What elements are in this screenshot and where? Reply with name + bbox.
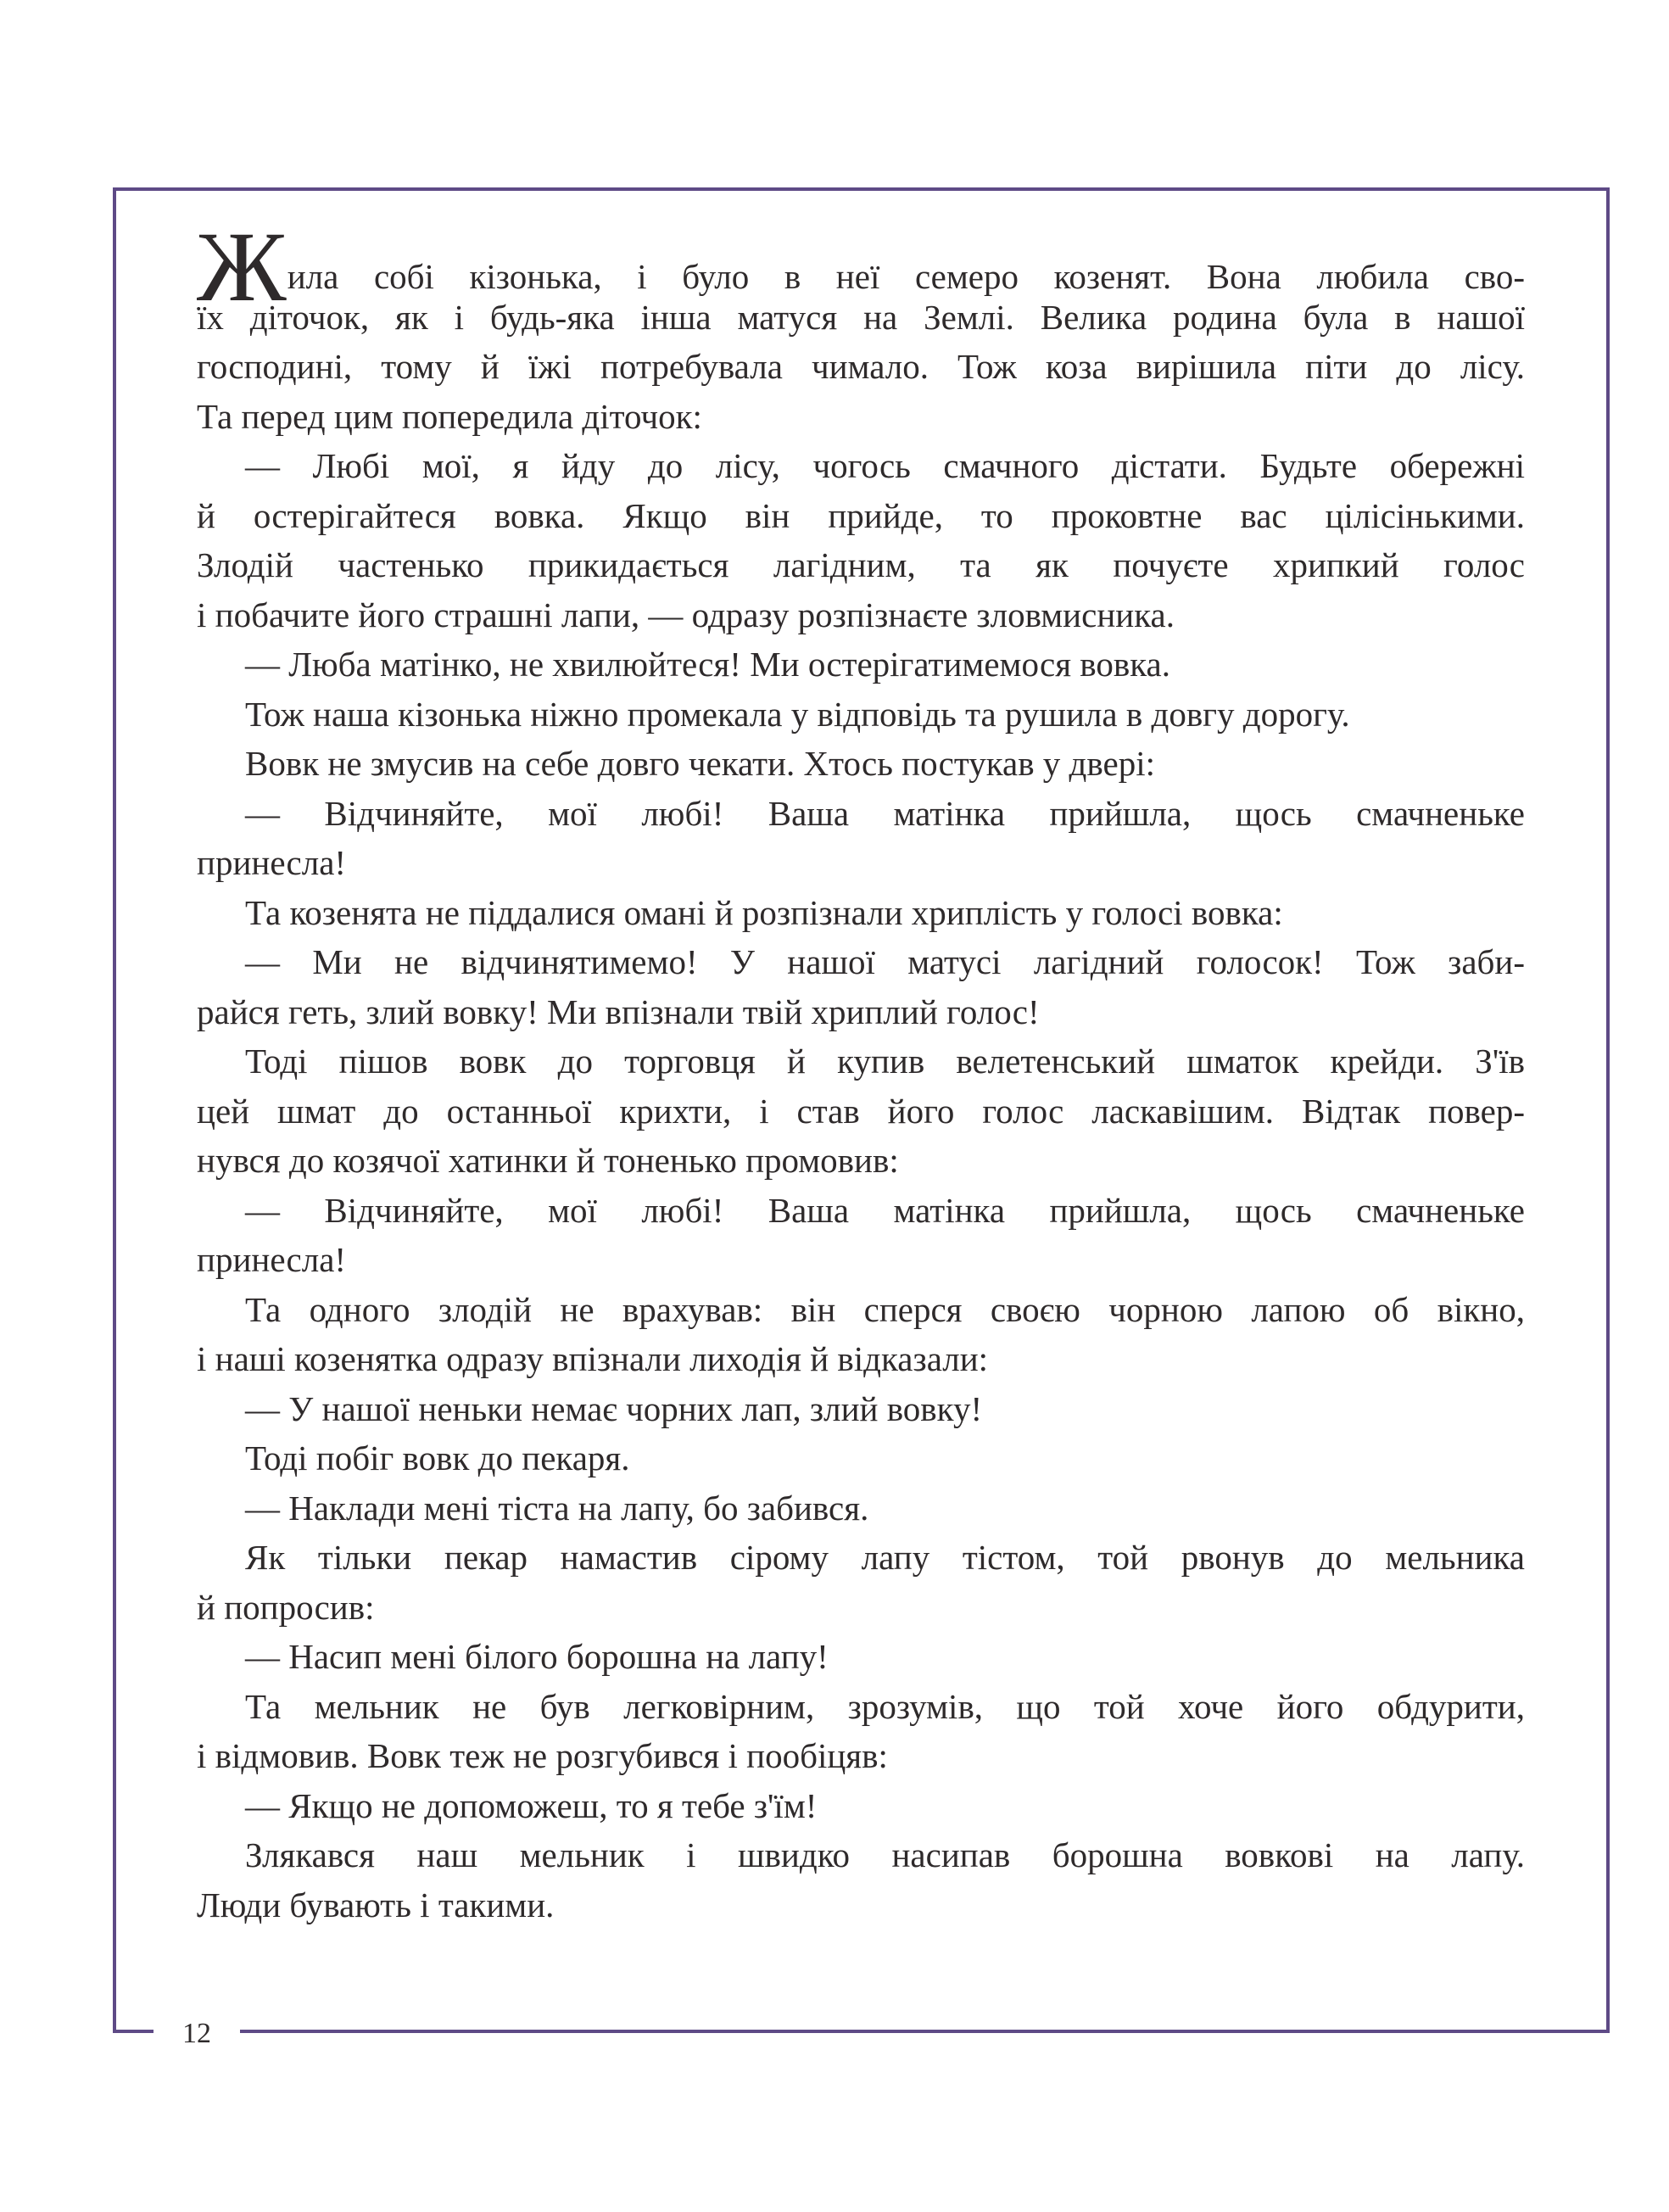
story-line: і наші козенятка одразу впізнали лиходія й відказали: [197, 1339, 989, 1378]
story-line: — Відчиняйте, мої любі! Ваша матінка прийшла, щось смачненьке [245, 793, 1525, 833]
story-line: нувся до козячої хатинки й тоненько промовив: [197, 1141, 899, 1180]
story-text [197, 211, 1525, 1930]
story-line: Тоді пішов вовк до торговця й купив велетенський шматок крейди. З'їв [245, 1042, 1525, 1081]
story-line: Тож наша кізонька ніжно промекала у відповідь та рушила в довгу дорогу. [245, 694, 1350, 734]
story-line: цей шмат до останньої крихти, і став його голос ласкавішим. Відтак повер- [197, 1091, 1525, 1131]
story-line: Люди бувають і такими. [197, 1885, 555, 1924]
story-line: — Наклади мені тіста на лапу, бо забився. [245, 1488, 869, 1528]
story-line: — Любі мої, я йду до лісу, чогось смачного дістати. Будьте обережні [245, 446, 1525, 485]
story-line: — У нашої неньки немає чорних лап, злий вовку! [245, 1388, 983, 1428]
story-line: Тоді побіг вовк до пекаря. [245, 1438, 630, 1477]
page-number: 12 [154, 2010, 240, 2058]
story-line: Та перед цим попередила діточок: [197, 396, 702, 436]
story-line: Як тільки пекар намастив сірому лапу тістом, той рвонув до мельника [245, 1538, 1525, 1577]
story-line: — Ми не відчинятимемо! У нашої матусі лагідний голосок! Тож заби- [245, 942, 1525, 981]
story-line: — Відчиняйте, мої любі! Ваша матінка прийшла, щось смачненьке [245, 1190, 1525, 1230]
story-line: — Насип мені білого борошна на лапу! [245, 1637, 829, 1676]
story-line: — Люба матінко, не хвилюйтеся! Ми остерігатимемося вовка. [245, 645, 1170, 684]
story-line: Злодій частенько прикидається лагідним, та як почуєте хрипкий голос [197, 545, 1525, 584]
story-line: і відмовив. Вовк теж не розгубився і пообіцяв: [197, 1736, 888, 1775]
story-line: Вовк не змусив на себе довго чекати. Хтось постукав у двері: [245, 744, 1156, 783]
story-line: Та козенята не піддалися омані й розпізнали хриплість у голосі вовка: [245, 892, 1283, 932]
story-line: Злякався наш мельник і швидко насипав борошна вовкові на лапу. [245, 1835, 1525, 1874]
story-line: принесла! [197, 843, 347, 882]
story-line: Жила собі кізонька, і було в неї семеро козенят. Вона любила сво- [197, 211, 1525, 322]
drop-cap: Ж [197, 211, 285, 322]
story-line: їх діточок, як і будь-яка інша матуся на Землі. Велика родина була в нашої [197, 297, 1525, 337]
story-line: Та мельник не був легковірним, зрозумів, що той хоче його обдурити, [245, 1686, 1525, 1726]
story-line: і побачите його страшні лапи, — одразу розпізнаєте зловмисника. [197, 595, 1175, 634]
story-line: принесла! [197, 1240, 347, 1279]
story-line: Та одного злодій не врахував: він сперся своєю чорною лапою об вікно, [245, 1289, 1525, 1329]
story-line: господині, тому й їжі потребувала чимало. Тож коза вирішила піти до лісу. [197, 347, 1525, 386]
story-line: й попросив: [197, 1587, 375, 1627]
story-line: й остерігайтеся вовка. Якщо він прийде, то проковтне вас цілісінькими. [197, 495, 1525, 535]
story-line: райся геть, злий вовку! Ми впізнали твій хриплий голос! [197, 991, 1040, 1031]
story-line: — Якщо не допоможеш, то я тебе з'їм! [245, 1785, 818, 1825]
